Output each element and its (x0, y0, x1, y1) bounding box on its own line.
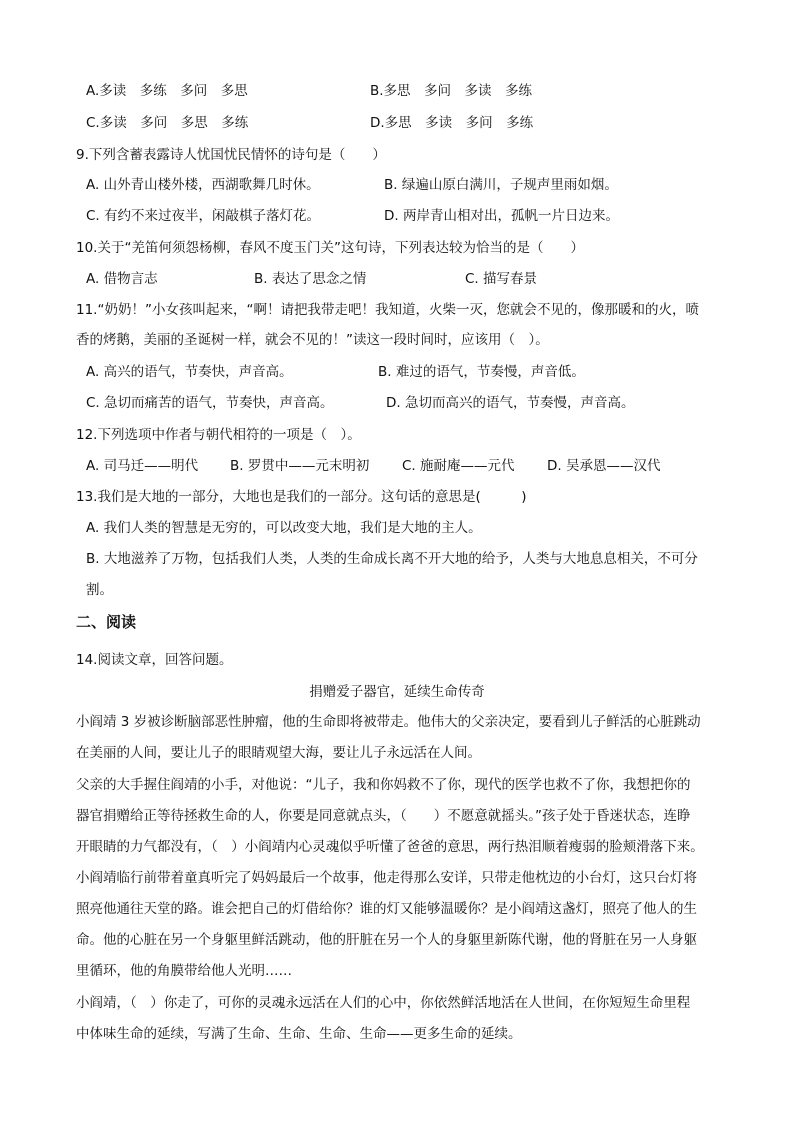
article-line: 开眼睛的力气都没有，（ ）小阎靖内心灵魂似乎听懂了爸爸的意思，两行热泪顺着瘦弱的脸颊滑落下来。 (76, 839, 704, 855)
article-line: 器官捐赠给正等待拯救生命的人，你要是同意就点头，（ ）不愿意就摇头。”孩子处于昏迷状态，连睁 (76, 808, 691, 824)
q13-option-a: A. 我们人类的智慧是无穷的，可以改变大地，我们是大地的主人。 (86, 520, 482, 536)
q10-option-c: C. 描写春景 (465, 271, 538, 287)
q8-option-c: C.多读 多问 多思 多练 (86, 115, 249, 131)
article-line: 照亮他通往天堂的路。谁会把自己的灯借给你？谁的灯又能够温暖你？是小阎靖这盏灯，照亮了他人的生 (76, 901, 697, 917)
q8-option-a: A.多读 多练 多问 多思 (86, 83, 248, 99)
q12-option-d: D. 吴承恩——汉代 (547, 458, 661, 474)
article-line: 中体味生命的延续，写满了生命、生命、生命、生命——更多生命的延续。 (76, 1026, 522, 1042)
q14-stem: 14.阅读文章，回答问题。 (76, 652, 233, 668)
q9-option-d: D. 两岸青山相对出，孤帆一片日边来。 (384, 208, 619, 224)
article-line: 小阎靖，（ ）你走了，可你的灵魂永远活在人们的心中，你依然鲜活地活在人世间，在你短短生命里程 (76, 995, 691, 1011)
q12-stem: 12.下列选项中作者与朝代相符的一项是（ ）。 (76, 427, 361, 443)
q9-option-b: B. 绿遍山原白满川，子规声里雨如烟。 (384, 177, 618, 193)
q11-option-d: D. 急切而高兴的语气，节奏慢，声音高。 (386, 395, 635, 411)
article-line: 里循环，他的角膜带给他人光明…… (76, 963, 292, 979)
q9-stem: 9.下列含蓄表露诗人忧国忧民情怀的诗句是（ ） (76, 147, 386, 163)
article-title: 捐赠爱子器官，延续生命传奇 (309, 684, 485, 700)
q9-option-c: C. 有约不来过夜半，闲敲棋子落灯花。 (86, 208, 321, 224)
article-line: 小阎靖临行前带着童真听完了妈妈最后一个故事，他走得那么安详，只带走他枕边的小台灯，这只台灯将 (76, 870, 697, 886)
article-line: 小阎靖 3 岁被诊断脑部恶性肿瘤，他的生命即将被带走。他伟大的父亲决定，要看到儿子鲜活的心脏跳动 (76, 714, 701, 730)
q9-option-a: A. 山外青山楼外楼，西湖歌舞几时休。 (86, 177, 320, 193)
q8-option-b: B.多思 多问 多读 多练 (370, 83, 533, 99)
q11-option-c: C. 急切而痛苦的语气，节奏快，声音高。 (86, 395, 334, 411)
q11-option-a: A. 高兴的语气，节奏快，声音高。 (86, 364, 293, 380)
q11-stem-line-1: 11.“奶奶！”小女孩叫起来，“啊！请把我带走吧！我知道，火柴一灭，您就会不见的，像那暖和的火，喷 (76, 302, 699, 318)
section-heading-reading: 二、阅读 (76, 613, 137, 631)
q8-option-d: D.多思 多读 多问 多练 (370, 115, 534, 131)
q13-stem: 13.我们是大地的一部分，大地也是我们的一部分。这句话的意思是( ) (76, 489, 527, 505)
q12-option-c: C. 施耐庵——元代 (402, 458, 515, 474)
q11-option-b: B. 难过的语气，节奏慢，声音低。 (378, 364, 585, 380)
article-line: 命。他的心脏在另一个身躯里鲜活跳动，他的肝脏在另一个人的身躯里新陈代谢，他的肾脏在另一人身躯 (76, 932, 697, 948)
q10-stem: 10.关于“羌笛何须怨杨柳，春风不度玉门关”这句诗，下列表达较为恰当的是（ ） (76, 240, 584, 256)
q10-option-a: A. 借物言志 (86, 271, 158, 287)
q13-option-b-continued: 割。 (86, 582, 113, 598)
q10-option-b: B. 表达了思念之情 (254, 271, 367, 287)
article-line: 父亲的大手握住阎靖的小手，对他说：“儿子，我和你妈救不了你，现代的医学也救不了你，我想把你的 (76, 777, 691, 793)
q12-option-b: B. 罗贯中——元末明初 (230, 458, 370, 474)
q13-option-b: B. 大地滋养了万物，包括我们人类，人类的生命成长离不开大地的给予，人类与大地息息相关，不可分 (86, 551, 698, 567)
article-line: 在美丽的人间，要让儿子的眼睛观望大海，要让儿子永远活在人间。 (76, 745, 481, 761)
q11-stem-line-2: 香的烤鹅，美丽的圣诞树一样，就会不见的！”读这一段时间时，应该用（ ）。 (76, 332, 549, 348)
q12-option-a: A. 司马迁——明代 (86, 458, 199, 474)
